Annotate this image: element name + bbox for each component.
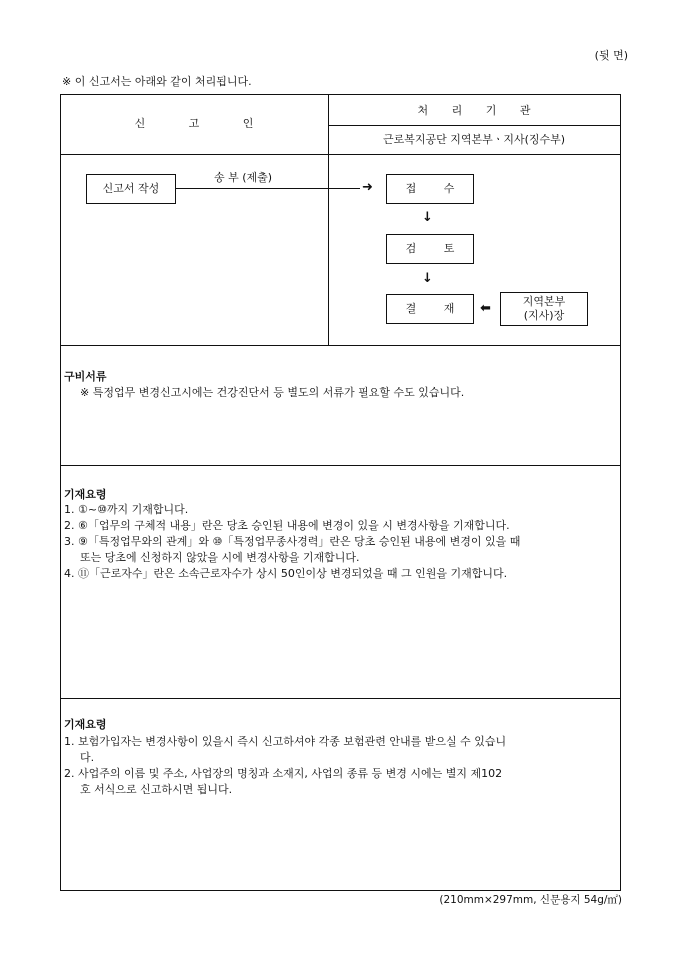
list-item: 2. ⑥「업무의 구체적 내용」란은 당초 승인된 내용에 변경이 있을 시 변경사항을 기재합니다. — [64, 519, 510, 532]
list-item: 1. ①~⑩까지 기재합니다. — [64, 503, 189, 516]
list-item: 1. 보험가입자는 변경사항이 있을시 즉시 신고하셔야 각종 보험관련 안내를 받으실 수 있습니 — [64, 735, 507, 748]
flow-step-review: 검 토 — [386, 234, 474, 264]
approver-line2: (지사)장 — [523, 309, 565, 322]
processing-agency-header: 처 리 기 관 — [417, 104, 541, 117]
arrow-left-icon: ⬅ — [480, 301, 491, 316]
list-item: 4. ⑪「근로자수」란은 소속근로자수가 상시 50인이상 변경되었을 때 그 인원을 기재합니다. — [64, 567, 508, 580]
approver-line1: 지역본부 — [522, 295, 566, 308]
flow-start-box: 신고서 작성 — [86, 174, 176, 204]
list-item-continuation: 다. — [80, 751, 95, 764]
flow-approver-box — [500, 292, 588, 326]
required-docs-note: ※ 특정업무 변경신고시에는 건강진단서 등 별도의 서류가 필요할 수도 있습니다. — [80, 386, 465, 399]
list-item-continuation: 호 서식으로 신고하시면 됩니다. — [80, 783, 233, 796]
arrow-right-icon: ➜ — [362, 180, 373, 195]
arrow-down-icon: ↓ — [422, 210, 433, 225]
processing-agency-name: 근로복지공단 지역본부ㆍ지사(징수부) — [382, 133, 566, 146]
instructions-list-1 — [64, 502, 620, 582]
flow-step-approve: 결 재 — [386, 294, 474, 324]
intro-note: ※ 이 신고서는 아래와 같이 처리됩니다. — [62, 75, 252, 88]
paper-spec-footer: (210mm×297mm, 신문용지 54g/㎡) — [439, 894, 622, 906]
list-item-continuation: 또는 당초에 신청하지 않았을 시에 변경사항을 기재합니다. — [80, 551, 360, 564]
instructions-title-1: 기재요령 — [64, 488, 107, 501]
required-docs-title: 구비서류 — [64, 370, 107, 383]
applicant-header: 신 고 인 — [134, 117, 274, 130]
flow-send-label: 송 부 (제출) — [214, 171, 273, 184]
instructions-list-2 — [64, 734, 620, 798]
list-item: 3. ⑨「특정업무와의 관계」와 ⑩「특정업무종사경력」란은 당초 승인된 내용에 변경이 있을 때 — [64, 535, 521, 548]
arrow-down-icon: ↓ — [422, 271, 433, 286]
list-item: 2. 사업주의 이름 및 주소, 사업장의 명칭과 소재지, 사업의 종류 등 변경 시에는 별지 제102 — [64, 767, 503, 780]
instructions-title-2: 기재요령 — [64, 718, 107, 731]
page-side-label: (뒷 면) — [594, 49, 628, 62]
flow-step-receive: 접 수 — [386, 174, 474, 204]
